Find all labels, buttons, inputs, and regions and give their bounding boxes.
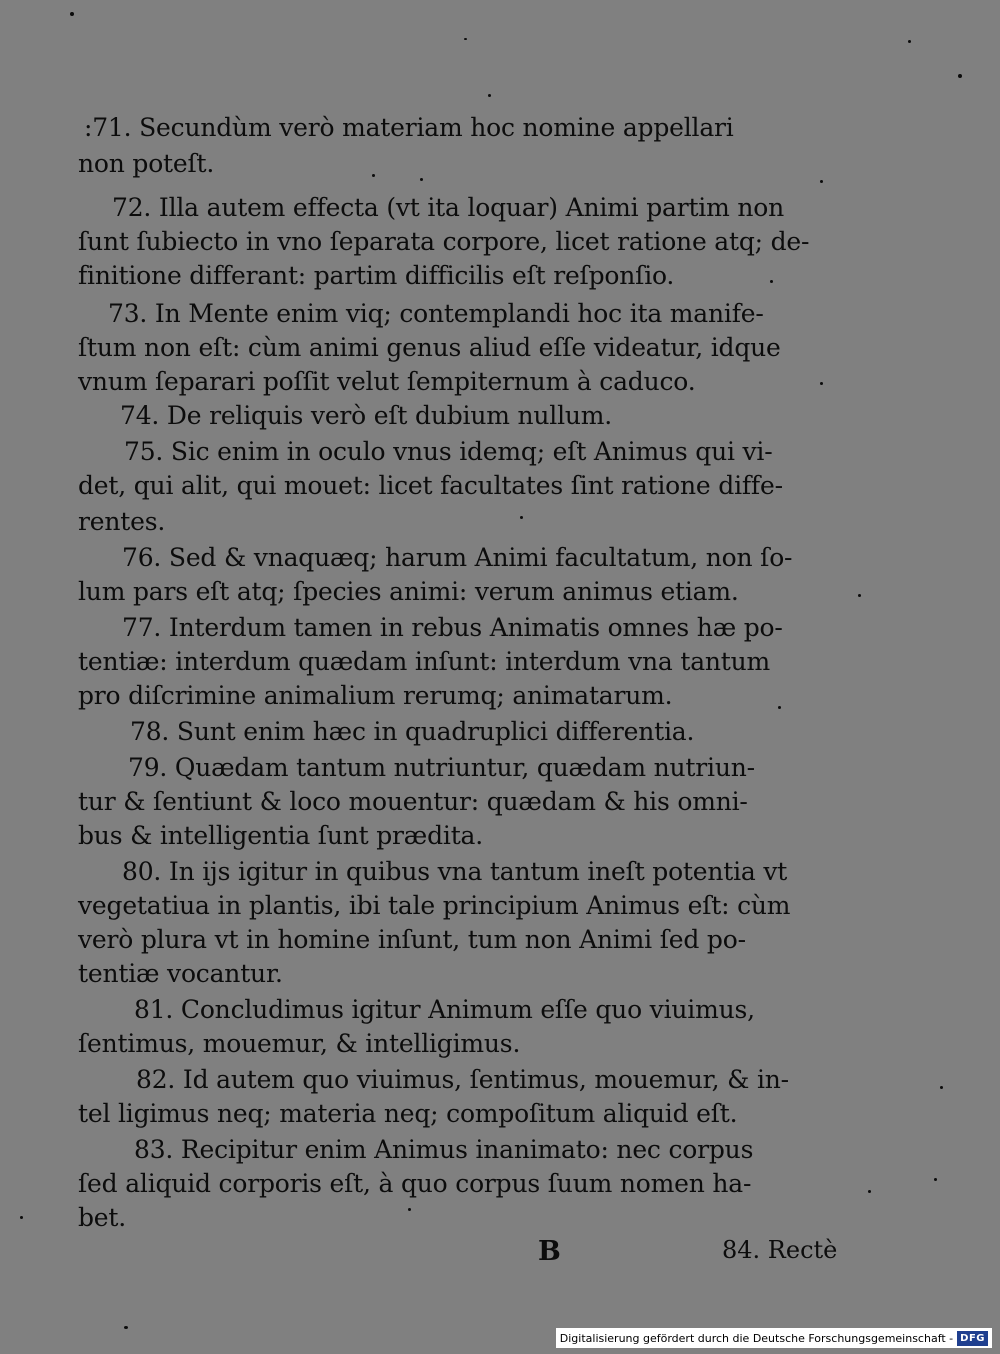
text-line: 72. Illa autem effecta (vt ita loquar) Animi partim non <box>112 193 784 222</box>
scan-speck <box>20 1216 23 1219</box>
catchword: 84. Rectè <box>722 1236 838 1264</box>
text-line: ſentimus, mouemur, & intelligimus. <box>78 1029 521 1058</box>
scan-speck <box>858 594 861 597</box>
text-line: ſunt ſubiecto in vno ſeparata corpore, licet ratione atq; de- <box>78 227 810 256</box>
text-line: non poteſt. <box>78 149 215 178</box>
text-line: ſtum non eſt: cùm animi genus aliud eſſe videatur, idque <box>78 333 781 362</box>
text-line: 81. Concludimus igitur Animum eſſe quo viuimus, <box>134 995 755 1024</box>
text-line: 74. De reliquis verò eſt dubium nullum. <box>120 401 613 430</box>
scan-speck <box>770 280 773 283</box>
scan-speck <box>820 180 823 183</box>
credit-text: Digitalisierung gefördert durch die Deutsche Forschungsgemeinschaft - <box>559 1331 954 1345</box>
scan-speck <box>520 516 523 519</box>
text-line: det, qui alit, qui mouet: licet facultates ſint ratione diffe- <box>78 471 783 500</box>
scan-speck <box>868 1190 871 1193</box>
text-line: verò plura vt in homine inſunt, tum non Animi ſed po- <box>78 925 746 954</box>
text-line: 80. In ijs igitur in quibus vna tantum ineſt potentia vt <box>122 857 788 886</box>
signature-mark: B <box>538 1236 561 1267</box>
digitization-credit <box>556 1328 992 1348</box>
scan-speck <box>934 1178 937 1181</box>
scan-speck <box>958 74 962 78</box>
text-line: vnum ſeparari poſſit velut ſempiternum à caduco. <box>78 367 696 396</box>
text-line: 75. Sic enim in oculo vnus idemq; eſt Animus qui vi- <box>124 437 773 466</box>
text-line: tentiæ vocantur. <box>78 959 283 988</box>
text-line: tentiæ: interdum quædam inſunt: interdum vna tantum <box>78 647 771 676</box>
text-line: bet. <box>78 1203 126 1232</box>
text-line: ſed aliquid corporis eſt, à quo corpus ſuum nomen ha- <box>78 1169 752 1198</box>
text-line: rentes. <box>78 507 166 536</box>
scan-speck <box>420 178 423 181</box>
text-line: 83. Recipitur enim Animus inanimato: nec corpus <box>134 1135 754 1164</box>
text-line: tel ligimus neq; materia neq; compoſitum aliquid eſt. <box>78 1099 738 1128</box>
scan-speck <box>408 1208 411 1211</box>
scan-speck <box>488 94 491 97</box>
text-line: 76. Sed & vnaquæq; harum Animi facultatum, non ſo- <box>122 543 793 572</box>
scan-speck <box>70 12 74 16</box>
text-line: 79. Quædam tantum nutriuntur, quædam nutriun- <box>128 753 755 782</box>
text-line: tur & ſentiunt & loco mouentur: quædam & his omni- <box>78 787 748 816</box>
text-line: bus & intelligentia ſunt prædita. <box>78 821 483 850</box>
scan-speck <box>778 706 781 709</box>
scan-speck <box>908 40 911 43</box>
text-line: 73. In Mente enim viq; contemplandi hoc ita manife- <box>108 299 764 328</box>
scan-speck <box>372 174 375 177</box>
dfg-logo: DFG <box>957 1331 988 1346</box>
text-line: :71. Secundùm verò materiam hoc nomine appellari <box>84 113 734 142</box>
scan-speck <box>940 1086 943 1089</box>
text-line: lum pars eſt atq; ſpecies animi: verum animus etiam. <box>78 577 739 606</box>
scan-speck <box>124 1326 128 1329</box>
text-line: 77. Interdum tamen in rebus Animatis omnes hæ po- <box>122 613 783 642</box>
text-line: vegetatiua in plantis, ibi tale principium Animus eſt: cùm <box>78 891 791 920</box>
scan-speck <box>820 382 823 385</box>
text-line: 82. Id autem quo viuimus, ſentimus, mouemur, & in- <box>136 1065 789 1094</box>
text-line: finitione differant: partim difficilis eſt reſponſio. <box>78 261 675 290</box>
text-line: 78. Sunt enim hæc in quadruplici differentia. <box>130 717 695 746</box>
scan-speck <box>464 38 467 40</box>
text-line: pro diſcrimine animalium rerumq; animatarum. <box>78 681 673 710</box>
